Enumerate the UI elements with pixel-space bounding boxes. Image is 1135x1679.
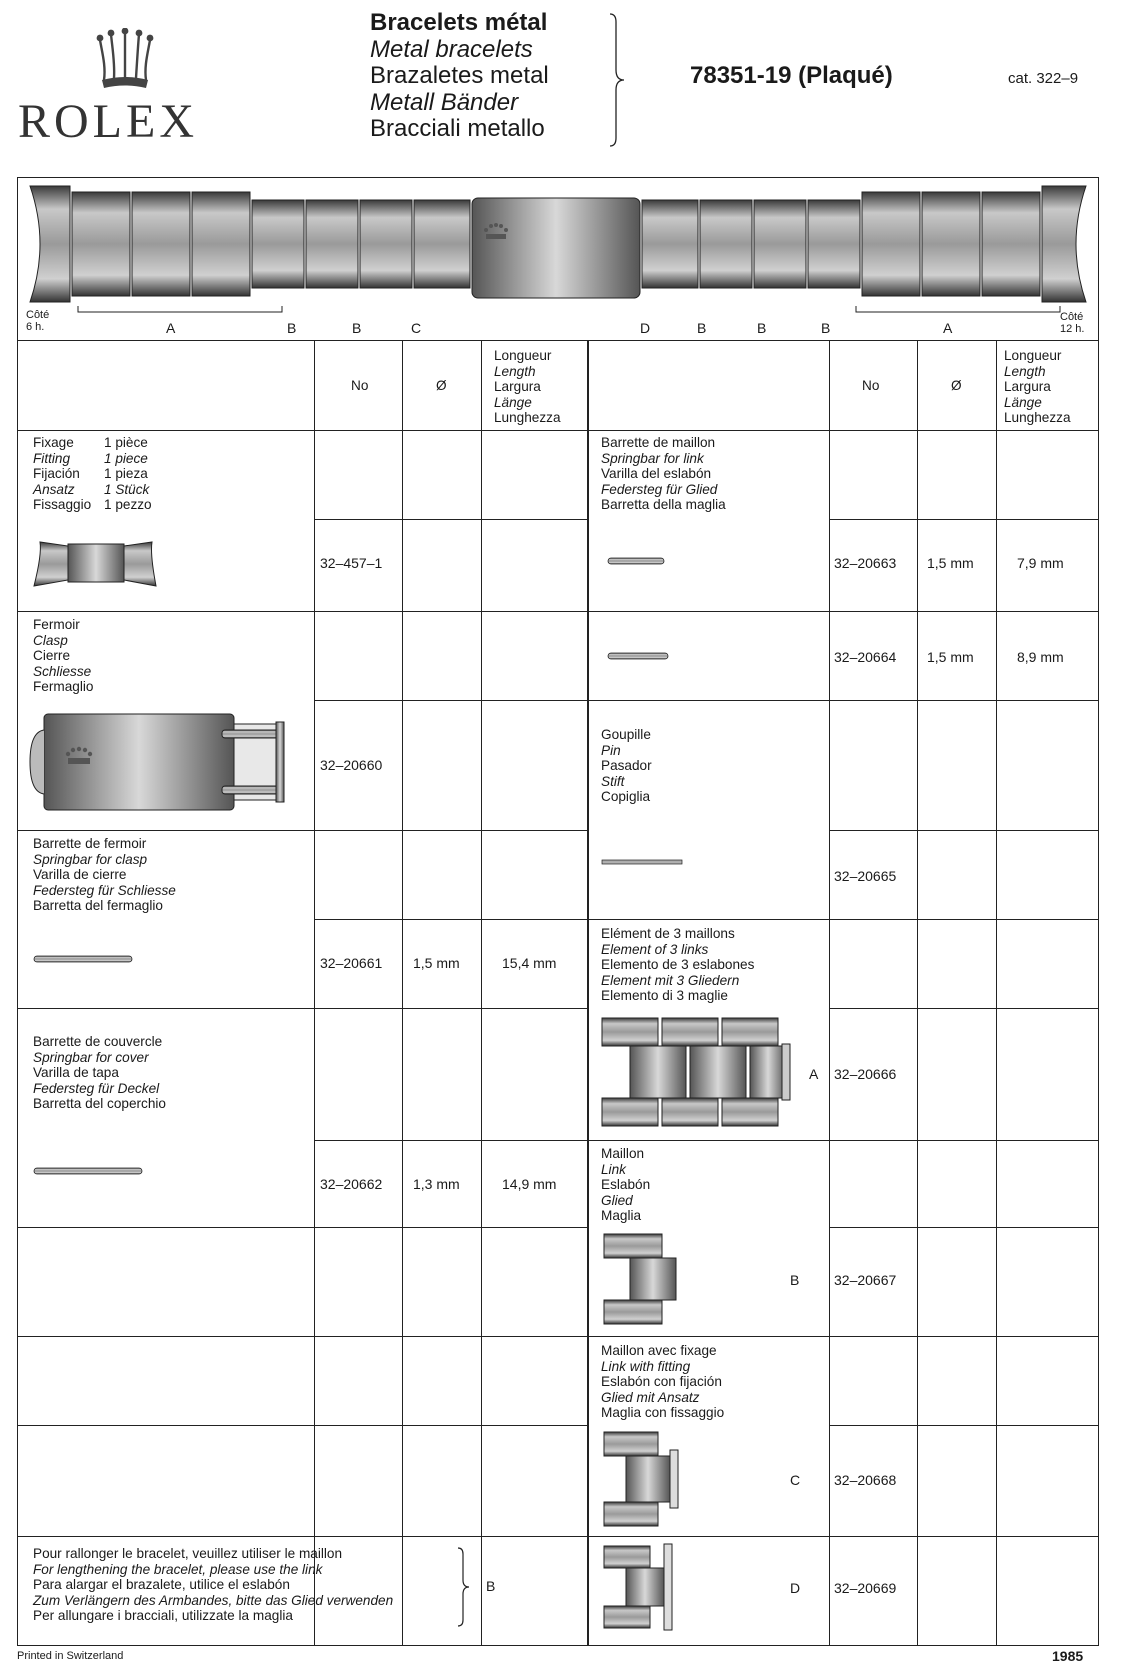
side-12h-label: Côté 12 h. [1060, 311, 1085, 335]
three-link-element-illustration [600, 1014, 798, 1130]
part-title-3-links: Elément de 3 maillons Element of 3 links Elemento de 3 eslabones Element mit 3 Gliedern Elemento di 3 maglie [601, 926, 755, 1004]
part-title-clasp: Fermoir Clasp Cierre Schliesse Fermaglio [33, 617, 94, 695]
part-len-springbar-link-2: 8,9 mm [1017, 649, 1064, 665]
part-len-springbar-clasp: 15,4 mm [502, 955, 557, 971]
part-title-springbar-link: Barrette de maillon Springbar for link Varilla del eslabón Federsteg für Glied Barretta della maglia [601, 435, 726, 513]
fitting-illustration [30, 536, 160, 592]
reference-number: 78351-19 (Plaqué) [690, 62, 893, 89]
title-es: Brazaletes metal [370, 62, 549, 89]
part-no-fitting: 32–457–1 [320, 555, 383, 571]
marker-b-right-1: B [697, 320, 707, 336]
note-ref-letter: B [486, 1578, 496, 1594]
springbar-link-short-illustration [604, 556, 668, 566]
part-no-pin: 32–20665 [834, 868, 897, 884]
header-diameter-right: Ø [951, 378, 962, 393]
clasp-illustration [26, 710, 288, 814]
print-year: 1985 [1052, 1648, 1084, 1664]
part-qty-fitting: 1 pièce 1 piece 1 pieza 1 Stück 1 pezzo [104, 435, 152, 513]
marker-a-right: A [943, 320, 953, 336]
header-no-right: No [862, 378, 880, 393]
link-d-illustration [600, 1542, 684, 1632]
springbar-link-long-illustration [604, 651, 672, 661]
marker-b-right-2: B [757, 320, 767, 336]
link-illustration [600, 1232, 682, 1326]
title-de: Metall Bänder [370, 88, 519, 116]
title-en: Metal bracelets [370, 35, 533, 63]
marker-b-right-3: B [821, 320, 831, 336]
header-length-left: Longueur Length Largura Länge Lunghezza [494, 348, 561, 426]
printed-in-note: Printed in Switzerland [17, 1650, 124, 1662]
title-brace [608, 12, 628, 148]
note-brace [456, 1546, 472, 1628]
part-title-link: Maillon Link Eslabón Glied Maglia [601, 1146, 651, 1224]
side-6h-label: Côté 6 h. [26, 309, 50, 333]
part-no-springbar-link-1: 32–20663 [834, 555, 897, 571]
bracelet-illustration [20, 178, 1096, 318]
header-no-left: No [351, 378, 369, 393]
title-block [370, 10, 549, 143]
part-no-link-d: 32–20669 [834, 1580, 897, 1596]
part-letter-d: D [790, 1580, 801, 1596]
part-letter-c: C [790, 1472, 801, 1488]
marker-d: D [640, 320, 651, 336]
part-dia-springbar-link-2: 1,5 mm [927, 649, 974, 665]
part-title-springbar-clasp: Barrette de fermoir Springbar for clasp Varilla de cierre Federsteg für Schliesse Barretta del fermaglio [33, 836, 176, 914]
part-dia-springbar-cover: 1,3 mm [413, 1176, 460, 1192]
pin-illustration [601, 859, 685, 865]
part-no-springbar-link-2: 32–20664 [834, 649, 897, 665]
title-fr: Bracelets métal [370, 9, 548, 36]
rolex-logo [18, 24, 233, 148]
part-len-springbar-link-1: 7,9 mm [1017, 555, 1064, 571]
springbar-cover-illustration [30, 1166, 146, 1176]
part-title-pin: Goupille Pin Pasador Stift Copiglia [601, 727, 652, 805]
part-no-springbar-clasp: 32–20661 [320, 955, 383, 971]
springbar-clasp-illustration [30, 954, 136, 964]
part-no-clasp: 32–20660 [320, 757, 383, 773]
part-no-springbar-cover: 32–20662 [320, 1176, 383, 1192]
marker-b-left-2: B [352, 320, 362, 336]
part-letter-a: A [809, 1066, 819, 1082]
catalog-number: cat. 322–9 [1008, 70, 1079, 87]
brand-wordmark: ROLEX [18, 95, 198, 148]
marker-c: C [411, 320, 422, 336]
part-title-link-with-fitting: Maillon avec fixage Link with fitting Eslabón con fijación Glied mit Ansatz Maglia con fissaggio [601, 1343, 725, 1421]
part-no-link-with-fitting: 32–20668 [834, 1472, 897, 1488]
marker-a-left: A [166, 320, 176, 336]
part-letter-b: B [790, 1272, 800, 1288]
lengthening-note: Pour rallonger le bracelet, veuillez utiliser le maillon For lengthening the bracelet, please use the link Para alargar el brazalete, utilice el eslabón Zum Verlängern des Armbandes, bitte das Glied verwenden Per allungare i bracciali, utilizzate la maglia [33, 1546, 394, 1624]
part-dia-springbar-clasp: 1,5 mm [413, 955, 460, 971]
header-length-right: Longueur Length Largura Länge Lunghezza [1004, 348, 1071, 426]
crown-icon [96, 28, 154, 92]
link-with-fitting-illustration [600, 1430, 684, 1530]
part-no-link: 32–20667 [834, 1272, 897, 1288]
part-title-fitting: Fixage Fitting Fijación Ansatz Fissaggio [33, 435, 92, 513]
part-dia-springbar-link-1: 1,5 mm [927, 555, 974, 571]
part-title-springbar-cover: Barrette de couvercle Springbar for cover Varilla de tapa Federsteg für Deckel Barretta del coperchio [33, 1034, 166, 1112]
title-it: Bracciali metallo [370, 115, 545, 142]
part-no-3-links: 32–20666 [834, 1066, 897, 1082]
header-diameter-left: Ø [436, 378, 447, 393]
part-len-springbar-cover: 14,9 mm [502, 1176, 557, 1192]
marker-b-left-1: B [287, 320, 297, 336]
